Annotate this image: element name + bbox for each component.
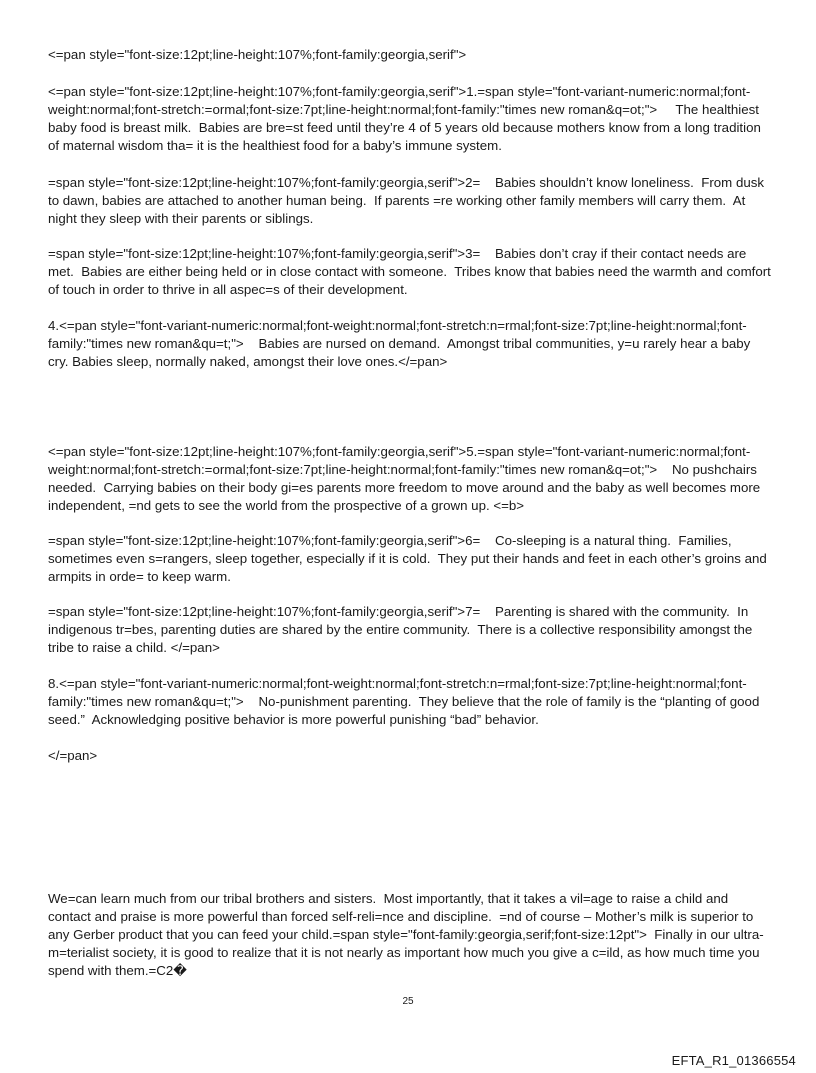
paragraph: =span style="font-size:12pt;line-height:107%;font-family:georgia,serif">3= Babies don’t cray if their contact needs are met. Babies are either being held or in close contact with someone. Tribes know that babies need the warmth and comfort of touch in order to thrive in all aspec=s of their development. bbox=[48, 246, 775, 297]
paragraph: =span style="font-size:12pt;line-height:107%;font-family:georgia,serif">7= Parenting is shared with the community. In indigenous tr=bes, parenting duties are shared by the entire community. There is a collective responsibility amongst the tribe to raise a child. </=pan> bbox=[48, 604, 756, 655]
document-id: EFTA_R1_01366554 bbox=[671, 1053, 796, 1068]
paragraph: <=pan style="font-size:12pt;line-height:107%;font-family:georgia,serif">1.=span style="font-variant-numeric:normal;font-weight:normal;font-stretch:=ormal;font-size:7pt;line-height:normal;font-family:"times new roman&q=ot;"> The healthiest baby food is breast milk. Babies are bre=st feed until they’re 4 of 5 years old because mothers know from a long tradition of maternal wisdom tha= it is the healthiest food for a baby’s immune system. bbox=[48, 84, 765, 153]
paragraph: =span style="font-size:12pt;line-height:107%;font-family:georgia,serif">2= Babies shouldn’t know loneliness. From dusk to dawn, babies are attached to another human being. If parents =re working other family members will carry them. At night they sleep with their parents or siblings. bbox=[48, 175, 768, 226]
paragraph: 8.<=pan style="font-variant-numeric:normal;font-weight:normal;font-stretch:n=rmal;font-size:7pt;line-height:normal;font-family:"times new roman&qu=t;"> No-punishment parenting. They believe that the role of family is the “planting of good seed.” Acknowledging positive behavior is more powerful punishing “bad” behavior. bbox=[48, 676, 764, 727]
page-number: 25 bbox=[402, 996, 414, 1007]
paragraph: =span style="font-size:12pt;line-height:107%;font-family:georgia,serif">6= Co-sleeping is a natural thing. Families, sometimes even s=rangers, sleep together, especially if it is cold. They put their hands and feet in each other’s groins and armpits in orde= to keep warm. bbox=[48, 533, 771, 584]
paragraph: </=pan> bbox=[48, 748, 98, 763]
paragraph: 4.<=pan style="font-variant-numeric:normal;font-weight:normal;font-stretch:n=rmal;font-size:7pt;line-height:normal;font-family:"times new roman&qu=t;"> Babies are nursed on demand. Amongst tribal communities, y=u rarely hear a baby cry. Babies sleep, normally naked, amongst their love ones.</=pan> bbox=[48, 318, 755, 369]
paragraph: We=can learn much from our tribal brothers and sisters. Most importantly, that it takes a vil=age to raise a child and contact and praise is more powerful than forced self-reli=nce and discipline. =nd of course – Mother’s milk is superior to any Gerber product that you can feed your child.=span style="font-family:georgia,serif;font-size:12pt"> Finally in our ultra-m=terialist society, it is good to realize that it is not nearly as important how much you give a c=ild, as how much time you spend with them.=C2� bbox=[48, 891, 764, 978]
paragraph: <=pan style="font-size:12pt;line-height:107%;font-family:georgia,serif">5.=span style="font-variant-numeric:normal;font-weight:normal;font-stretch:=ormal;font-size:7pt;line-height:normal;font-family:"times new roman&q=ot;"> No pushchairs needed. Carrying babies on their body gi=es parents more freedom to move around and the baby as well becomes more independent, =nd gets to see the world from the prospective of a grown up. <=b> bbox=[48, 444, 764, 513]
paragraph: <=pan style="font-size:12pt;line-height:107%;font-family:georgia,serif"> bbox=[48, 47, 467, 62]
